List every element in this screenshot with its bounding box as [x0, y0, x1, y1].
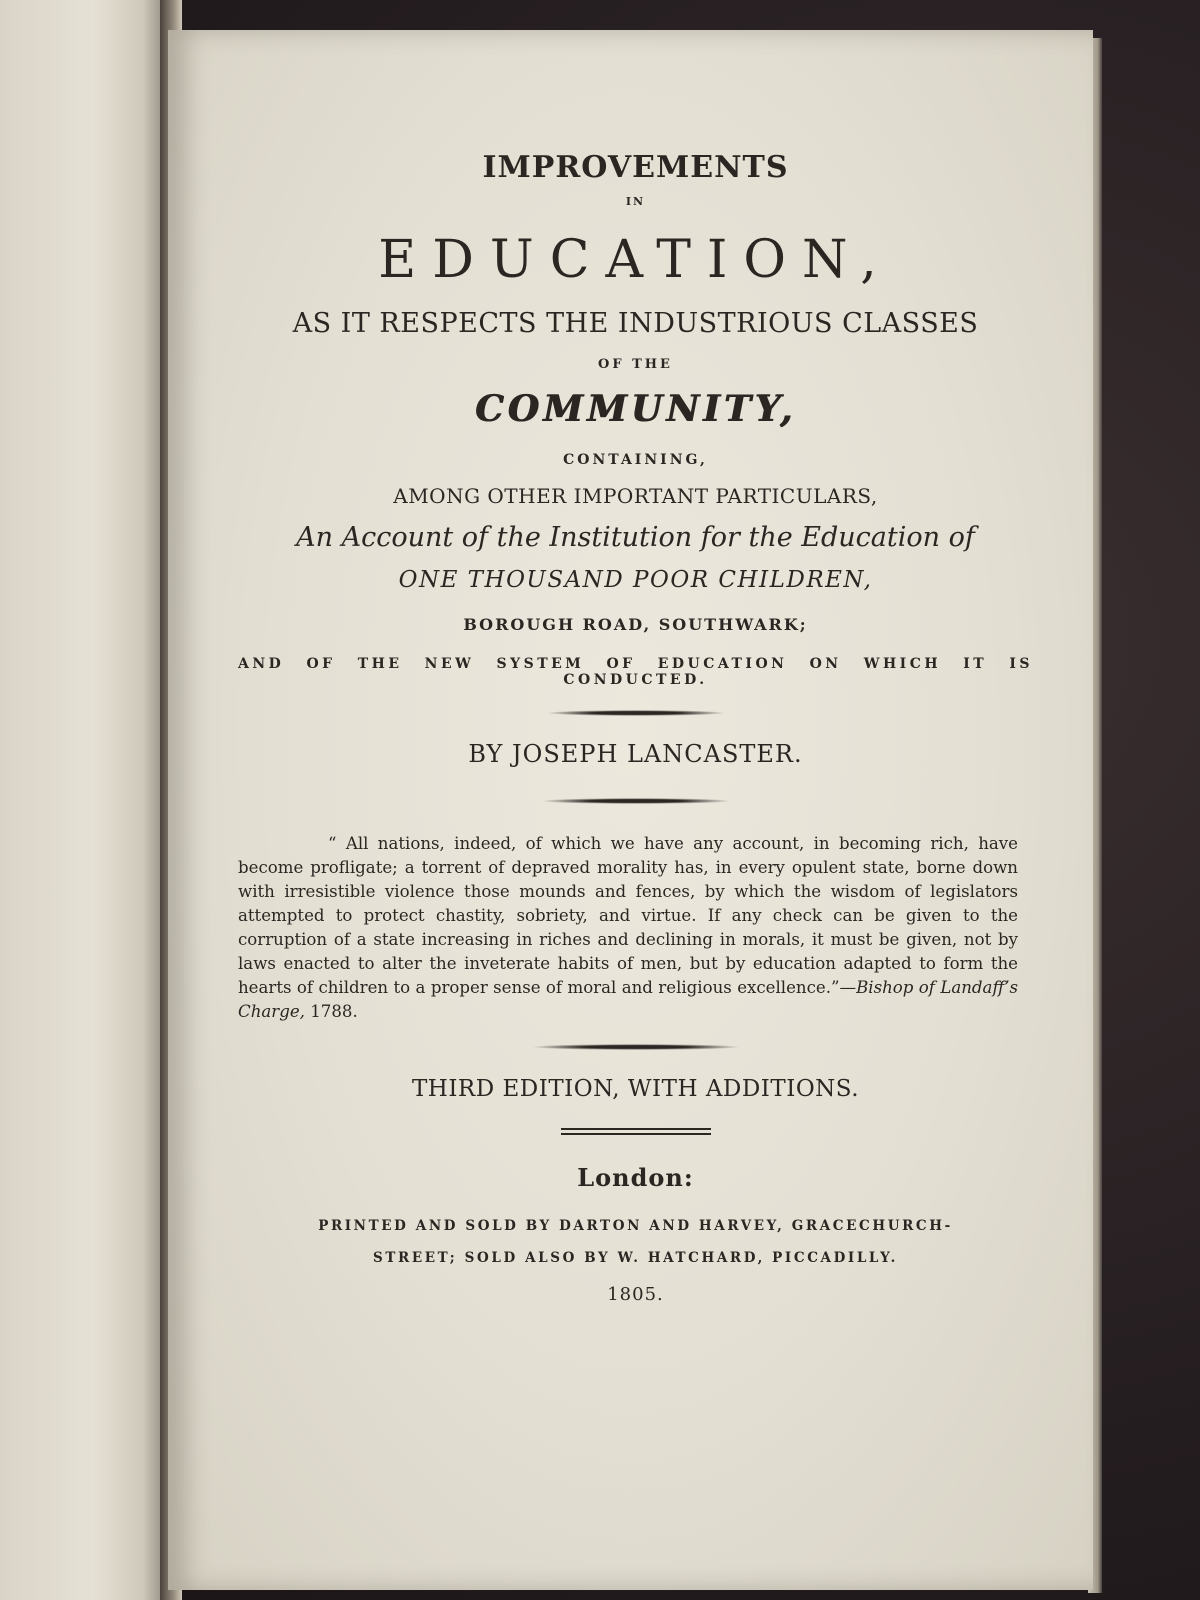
ornamental-rule: [546, 710, 726, 716]
subtitle-community: COMMUNITY,: [474, 388, 797, 430]
imprint-line-2: STREET; SOLD ALSO BY W. HATCHARD, PICCADILLY.: [373, 1250, 898, 1266]
subtitle-account: An Account of the Institution for the Education of: [296, 522, 975, 553]
epigraph-citation: Bishop of Landaff’s Charge,: [238, 978, 1018, 1021]
title-in: IN: [625, 195, 646, 208]
imprint-city: London:: [577, 1163, 694, 1192]
subtitle-among: AMONG OTHER IMPORTANT PARTICULARS,: [393, 484, 878, 508]
left-page: [0, 0, 170, 1600]
title-text-block: [238, 150, 1033, 1305]
double-rule: [561, 1128, 711, 1135]
subtitle-borough: BOROUGH ROAD, SOUTHWARK;: [463, 615, 808, 634]
subtitle-new-system: AND OF THE NEW SYSTEM OF EDUCATION ON WHICH IT IS CONDUCTED.: [238, 656, 1033, 688]
title-improvements: IMPROVEMENTS: [482, 150, 789, 185]
subtitle-respects: AS IT RESPECTS THE INDUSTRIOUS CLASSES: [292, 308, 979, 339]
imprint-line-1: PRINTED AND SOLD BY DARTON AND HARVEY, GRACECHURCH-: [318, 1218, 953, 1234]
imprint-year: 1805.: [607, 1284, 664, 1305]
title-page: [168, 30, 1093, 1590]
subtitle-of-the: OF THE: [598, 357, 673, 372]
ornamental-rule: [531, 1044, 741, 1050]
subtitle-containing: CONTAINING,: [563, 452, 708, 468]
author-line: BY JOSEPH LANCASTER.: [468, 740, 803, 768]
title-education: EDUCATION,: [378, 230, 893, 290]
ornamental-rule: [541, 798, 731, 804]
epigraph-text: “ All nations, indeed, of which we have any account, in becoming rich, have become profligate; a torrent of depraved morality has, in every opulent state, borne down with irresistible violence those mounds and fences, by which the wisdom of legislators attempted to protect chastity, sobriety, and virtue. If any check can be given to the corruption of a state increasing in riches and declining in morals, it must be given, not by laws enacted to alter the inveterate habits of men, but by education adapted to form the hearts of children to a proper sense of moral and religious excellence.”—: [238, 834, 1018, 997]
edition-line: THIRD EDITION, WITH ADDITIONS.: [411, 1076, 860, 1102]
epigraph-year: 1788.: [304, 1002, 358, 1021]
subtitle-thousand: ONE THOUSAND POOR CHILDREN,: [398, 567, 873, 593]
imprint-printer: [238, 1210, 1033, 1274]
epigraph-quote: [238, 832, 1018, 1024]
